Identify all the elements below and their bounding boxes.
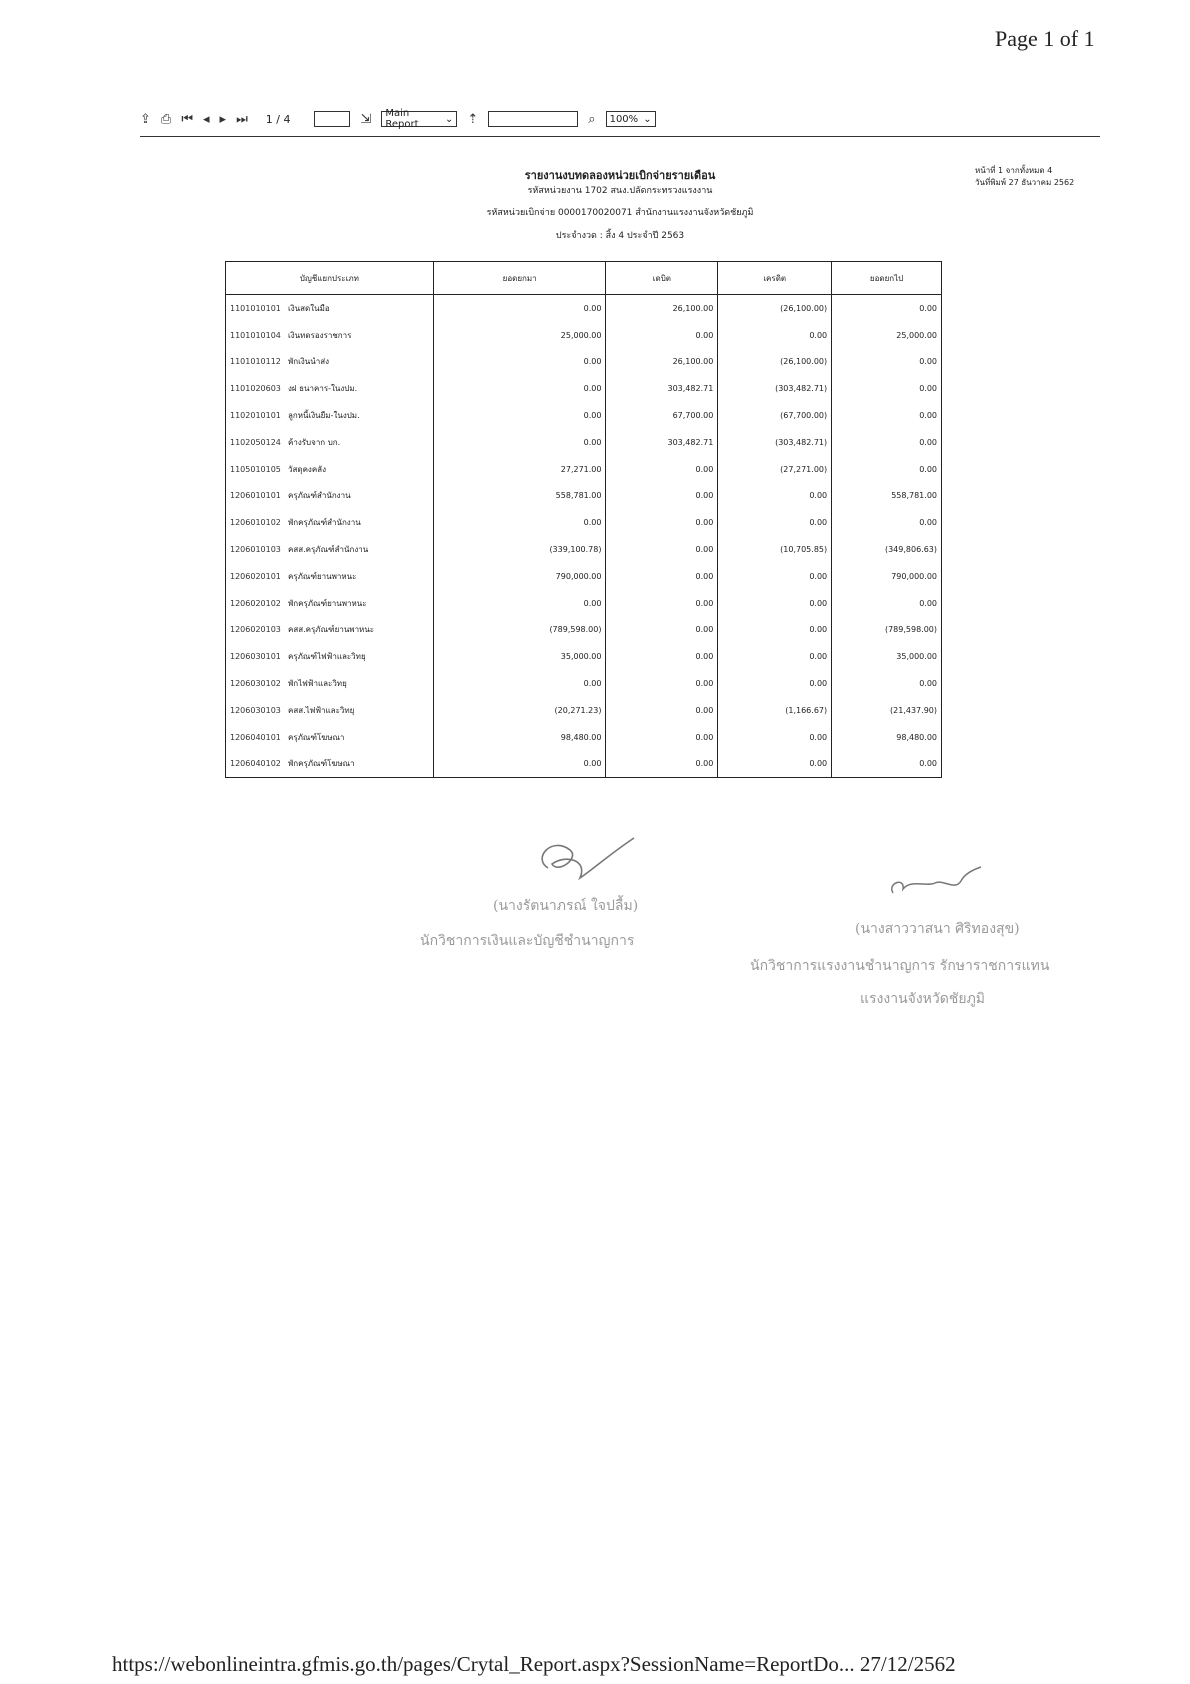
- report-viewer-toolbar: [140, 108, 656, 130]
- credit-cell: 0.00: [718, 724, 832, 751]
- account-code: 1101010112: [230, 357, 281, 367]
- credit-cell: 0.00: [718, 670, 832, 697]
- carried-forward-cell: 790,000.00: [832, 563, 942, 590]
- table-row: [226, 724, 942, 751]
- table-row: [226, 295, 942, 322]
- debit-cell: 0.00: [606, 483, 718, 510]
- carried-forward-cell: 98,480.00: [832, 724, 942, 751]
- debit-cell: 0.00: [606, 509, 718, 536]
- account-name: คสส.ไฟฟ้าและวิทยุ: [288, 705, 355, 715]
- debit-cell: 0.00: [606, 322, 718, 349]
- goto-page-input[interactable]: [314, 111, 350, 127]
- brought-forward-cell: (339,100.78): [433, 536, 606, 563]
- account-code: 1206040101: [230, 732, 281, 742]
- account-name: พักครุภัณฑ์สำนักงาน: [288, 518, 361, 528]
- account-name: คสส.ครุภัณฑ์สำนักงาน: [288, 545, 369, 555]
- print-date: วันที่พิมพ์ 27 ธันวาคม 2562: [975, 178, 1075, 187]
- brought-forward-cell: 0.00: [433, 751, 606, 778]
- carried-forward-cell: 558,781.00: [832, 483, 942, 510]
- table-row: [226, 456, 942, 483]
- first-page-icon[interactable]: ⏮: [181, 111, 194, 127]
- next-page-icon[interactable]: ▸: [219, 111, 227, 127]
- account-code: 1206030103: [230, 705, 281, 715]
- credit-cell: 0.00: [718, 322, 832, 349]
- chevron-down-icon: ⌄: [445, 113, 454, 125]
- last-page-icon[interactable]: ⏭: [236, 111, 248, 127]
- table-row: [226, 349, 942, 376]
- account-cell: [226, 697, 434, 724]
- account-cell: [226, 295, 434, 322]
- col-credit: เครดิต: [718, 262, 832, 295]
- account-name: วัสดุคงคลัง: [288, 464, 326, 474]
- carried-forward-cell: 0.00: [832, 429, 942, 456]
- debit-cell: 0.00: [606, 724, 718, 751]
- col-debit: เดบิต: [606, 262, 718, 295]
- table-row: [226, 697, 942, 724]
- page-counter: 1 / 4: [265, 112, 291, 126]
- debit-cell: 67,700.00: [606, 402, 718, 429]
- credit-cell: 0.00: [718, 483, 832, 510]
- search-icon[interactable]: ⌕: [588, 111, 596, 127]
- print-icon[interactable]: ⎙: [160, 111, 172, 127]
- carried-forward-cell: (789,598.00): [832, 617, 942, 644]
- account-code: 1206010102: [230, 518, 281, 528]
- account-name: งฝ ธนาคาร-ในงปม.: [288, 384, 358, 394]
- account-name: พักไฟฟ้าและวิทยุ: [288, 679, 347, 689]
- page-indicator: Page 1 of 1: [995, 26, 1095, 51]
- account-name: ค้างรับจาก บก.: [288, 437, 341, 447]
- carried-forward-cell: 0.00: [832, 349, 942, 376]
- debit-cell: 0.00: [606, 751, 718, 778]
- table-row: [226, 483, 942, 510]
- debit-cell: 0.00: [606, 617, 718, 644]
- brought-forward-cell: 35,000.00: [433, 643, 606, 670]
- table-row: [226, 563, 942, 590]
- carried-forward-cell: (349,806.63): [832, 536, 942, 563]
- carried-forward-cell: 0.00: [832, 375, 942, 402]
- report-page-info: [975, 165, 1074, 189]
- account-code: 1206020101: [230, 571, 281, 581]
- signature-left: [530, 830, 640, 892]
- account-name: คสส.ครุภัณฑ์ยานพาหนะ: [288, 625, 375, 635]
- table-row: [226, 643, 942, 670]
- brought-forward-cell: 0.00: [433, 429, 606, 456]
- table-row: [226, 375, 942, 402]
- account-code: 1101010104: [230, 330, 281, 340]
- account-cell: [226, 402, 434, 429]
- account-cell: [226, 643, 434, 670]
- goto-page-icon[interactable]: ⇲: [360, 111, 372, 127]
- account-cell: [226, 563, 434, 590]
- account-cell: [226, 751, 434, 778]
- brought-forward-cell: 0.00: [433, 590, 606, 617]
- table-header-row: [226, 262, 942, 295]
- account-name: พักครุภัณฑ์ยานพาหนะ: [288, 598, 367, 608]
- col-account: บัญชีแยกประเภท: [226, 262, 434, 295]
- account-cell: [226, 509, 434, 536]
- credit-cell: (67,700.00): [718, 402, 832, 429]
- brought-forward-cell: 0.00: [433, 402, 606, 429]
- export-icon[interactable]: ⇪: [140, 111, 151, 127]
- debit-cell: 303,482.71: [606, 375, 718, 402]
- account-name: ครุภัณฑ์สำนักงาน: [288, 491, 351, 501]
- brought-forward-cell: 790,000.00: [433, 563, 606, 590]
- credit-cell: 0.00: [718, 509, 832, 536]
- brought-forward-cell: 0.00: [433, 295, 606, 322]
- table-row: [226, 751, 942, 778]
- credit-cell: 0.00: [718, 617, 832, 644]
- account-cell: [226, 429, 434, 456]
- account-code: 1206010101: [230, 491, 281, 501]
- table-row: [226, 509, 942, 536]
- account-name: พักครุภัณฑ์โฆษณา: [288, 759, 355, 769]
- table-row: [226, 322, 942, 349]
- chevron-down-icon: ⌄: [643, 113, 652, 125]
- credit-cell: 0.00: [718, 590, 832, 617]
- debit-cell: 0.00: [606, 670, 718, 697]
- carried-forward-cell: 0.00: [832, 751, 942, 778]
- left-signer-name: (นางรัตนาภรณ์ ใจปลื้ม): [493, 898, 639, 914]
- table-row: [226, 402, 942, 429]
- report-disbursing-unit: รหัสหน่วยเบิกจ่าย 0000170020071 สำนักงานแรงงานจังหวัดชัยภูมิ: [486, 208, 754, 218]
- account-name: ครุภัณฑ์โฆษณา: [288, 732, 345, 742]
- carried-forward-cell: 0.00: [832, 456, 942, 483]
- brought-forward-cell: 98,480.00: [433, 724, 606, 751]
- right-signer-position: นักวิชาการแรงงานชำนาญการ รักษาราชการแทน: [750, 958, 1050, 974]
- trial-balance-table: [225, 261, 942, 778]
- signature-right: [885, 865, 985, 905]
- credit-cell: (27,271.00): [718, 456, 832, 483]
- account-cell: [226, 375, 434, 402]
- report-title: รายงานงบทดลองหน่วยเบิกจ่ายรายเดือน: [524, 169, 716, 182]
- account-name: ลูกหนี้เงินยืม-ในงปม.: [288, 411, 360, 421]
- search-input[interactable]: [488, 111, 578, 127]
- prev-page-icon[interactable]: ◂: [203, 111, 210, 127]
- brought-forward-cell: 558,781.00: [433, 483, 606, 510]
- account-cell: [226, 724, 434, 751]
- debit-cell: 0.00: [606, 536, 718, 563]
- account-code: 1105010105: [230, 464, 281, 474]
- right-signer-name: (นางสาววาสนา ศิริทองสุข): [855, 921, 1020, 937]
- account-cell: [226, 670, 434, 697]
- debit-cell: 303,482.71: [606, 429, 718, 456]
- report-select-label: Main Report: [385, 108, 419, 130]
- right-signer-position-2: แรงงานจังหวัดชัยภูมิ: [860, 991, 986, 1007]
- zoom-select[interactable]: [606, 111, 656, 127]
- account-code: 1206020103: [230, 625, 281, 635]
- carried-forward-cell: 0.00: [832, 590, 942, 617]
- carried-forward-cell: 0.00: [832, 295, 942, 322]
- account-cell: [226, 483, 434, 510]
- debit-cell: 26,100.00: [606, 295, 718, 322]
- account-code: 1101010101: [230, 303, 281, 313]
- account-cell: [226, 456, 434, 483]
- account-code: 1206030102: [230, 679, 281, 689]
- debit-cell: 0.00: [606, 456, 718, 483]
- credit-cell: 0.00: [718, 563, 832, 590]
- col-carried-forward: ยอดยกไป: [832, 262, 942, 295]
- account-code: 1206030101: [230, 652, 281, 662]
- credit-cell: (10,705.85): [718, 536, 832, 563]
- account-cell: [226, 349, 434, 376]
- brought-forward-cell: 27,271.00: [433, 456, 606, 483]
- account-code: 1206010103: [230, 545, 281, 555]
- account-name: เงินทดรองราชการ: [288, 330, 352, 340]
- carried-forward-cell: (21,437.90): [832, 697, 942, 724]
- left-signer-position: นักวิชาการเงินและบัญชีชำนาญการ: [420, 933, 635, 949]
- brought-forward-cell: 25,000.00: [433, 322, 606, 349]
- carried-forward-cell: 0.00: [832, 509, 942, 536]
- account-name: เงินสดในมือ: [288, 303, 330, 313]
- account-code: 1102050124: [230, 437, 281, 447]
- account-code: 1206020102: [230, 598, 281, 608]
- account-code: 1206040102: [230, 759, 281, 769]
- account-cell: [226, 322, 434, 349]
- account-name: พักเงินนำส่ง: [288, 357, 329, 367]
- debit-cell: 0.00: [606, 697, 718, 724]
- table-row: [226, 670, 942, 697]
- debit-cell: 0.00: [606, 643, 718, 670]
- account-code: 1102010101: [230, 411, 281, 421]
- carried-forward-cell: 0.00: [832, 402, 942, 429]
- credit-cell: (26,100.00): [718, 349, 832, 376]
- brought-forward-cell: (789,598.00): [433, 617, 606, 644]
- debit-cell: 26,100.00: [606, 349, 718, 376]
- table-row: [226, 617, 942, 644]
- footer-url: https://webonlineintra.gfmis.go.th/pages/Crytal_Report.aspx?SessionName=ReportDo... 27/12/2562: [112, 1652, 956, 1676]
- carried-forward-cell: 0.00: [832, 670, 942, 697]
- credit-cell: 0.00: [718, 643, 832, 670]
- credit-cell: (303,482.71): [718, 375, 832, 402]
- carried-forward-cell: 25,000.00: [832, 322, 942, 349]
- account-cell: [226, 617, 434, 644]
- table-row: [226, 590, 942, 617]
- table-row: [226, 536, 942, 563]
- credit-cell: (303,482.71): [718, 429, 832, 456]
- credit-cell: (1,166.67): [718, 697, 832, 724]
- account-name: ครุภัณฑ์ยานพาหนะ: [288, 571, 357, 581]
- brought-forward-cell: 0.00: [433, 349, 606, 376]
- table-row: [226, 429, 942, 456]
- report-period: ประจำงวด : สิ้ง 4 ประจำปี 2563: [555, 231, 685, 241]
- brought-forward-cell: 0.00: [433, 670, 606, 697]
- col-brought-forward: ยอดยกมา: [433, 262, 606, 295]
- brought-forward-cell: 0.00: [433, 509, 606, 536]
- credit-cell: (26,100.00): [718, 295, 832, 322]
- brought-forward-cell: (20,271.23): [433, 697, 606, 724]
- account-code: 1101020603: [230, 384, 281, 394]
- zoom-select-label: 100%: [609, 113, 639, 125]
- toolbar-divider: [140, 136, 1100, 137]
- carried-forward-cell: 35,000.00: [832, 643, 942, 670]
- debit-cell: 0.00: [606, 590, 718, 617]
- account-name: ครุภัณฑ์ไฟฟ้าและวิทยุ: [288, 652, 366, 662]
- report-select[interactable]: [381, 108, 457, 130]
- account-cell: [226, 590, 434, 617]
- account-cell: [226, 536, 434, 563]
- debit-cell: 0.00: [606, 563, 718, 590]
- brought-forward-cell: 0.00: [433, 375, 606, 402]
- drill-icon[interactable]: ⇡: [467, 111, 479, 127]
- page-label: หน้าที่ 1 จากทั้งหมด 4: [975, 166, 1053, 175]
- report-agency: รหัสหน่วยงาน 1702 สนง.ปลัดกระทรวงแรงงาน: [527, 186, 713, 196]
- credit-cell: 0.00: [718, 751, 832, 778]
